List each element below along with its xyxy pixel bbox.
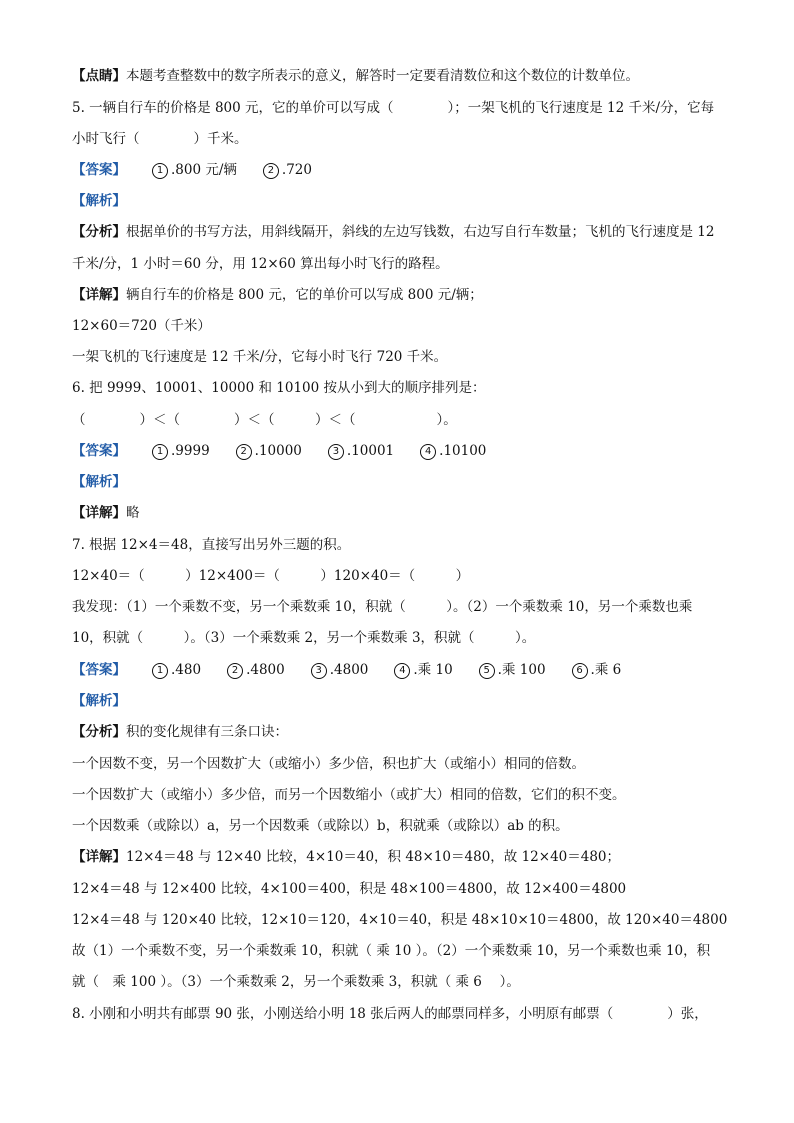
reasoning-7 bbox=[72, 722, 734, 742]
circle-number: 3 bbox=[328, 444, 344, 460]
question-6-blanks bbox=[72, 410, 734, 430]
answer-tag: 【答案】 bbox=[72, 162, 126, 178]
text: 就（ 乘 100 ）。（3）一个乘数乘 2，另一个乘数乘 3，积就（ 乘 6 ）。 bbox=[72, 974, 520, 990]
section-tag: 【详解】 bbox=[72, 849, 126, 865]
answer-item: 2 .4800 bbox=[227, 660, 285, 680]
question-6 bbox=[72, 378, 734, 398]
answer-tag: 【答案】 bbox=[72, 443, 126, 459]
text: 千米/分，1 小时＝60 分，用 12×60 算出每小时飞行的路程。 bbox=[72, 256, 449, 272]
text: 一个因数不变，另一个因数扩大（或缩小）多少倍，积也扩大（或缩小）相同的倍数。 bbox=[72, 756, 585, 772]
text: 略 bbox=[126, 505, 140, 521]
answer-item: 1 .9999 bbox=[152, 441, 210, 461]
detail-5 bbox=[72, 285, 734, 305]
detail-5-calc bbox=[72, 316, 734, 336]
section-tag: 【分析】 bbox=[72, 724, 126, 740]
text: 5. 一辆自行车的价格是 800 元，它的单价可以写成（ ）；一架飞机的飞行速度是 12 千米/分，它每 bbox=[72, 100, 715, 116]
answer-tag: 【答案】 bbox=[72, 662, 126, 678]
answer-item: 3 .10001 bbox=[328, 441, 394, 461]
question-5-cont bbox=[72, 129, 734, 149]
analysis-6 bbox=[72, 472, 734, 492]
text: 7. 根据 12×4＝48，直接写出另外三题的积。 bbox=[72, 537, 351, 553]
detail-6 bbox=[72, 503, 734, 523]
reasoning-5-cont bbox=[72, 254, 734, 274]
text: 根据单价的书写方法，用斜线隔开，斜线的左边写钱数，右边写自行车数量；飞机的飞行速度是 12 bbox=[126, 224, 715, 240]
text: 12×4＝48 与 12×400 比较，4×100＝400，积是 48×100＝4800，故 12×400＝4800 bbox=[72, 881, 627, 897]
detail-7 bbox=[72, 847, 734, 867]
detail-5-conclusion bbox=[72, 347, 734, 367]
text: 一个因数扩大（或缩小）多少倍，而另一个因数缩小（或扩大）相同的倍数，它们的积不变。 bbox=[72, 787, 626, 803]
text: 12×60＝720（千米） bbox=[72, 318, 211, 334]
answer-item: 4 .10100 bbox=[420, 441, 486, 461]
detail-7-line2 bbox=[72, 879, 734, 899]
circle-number: 5 bbox=[479, 663, 495, 679]
analysis-5 bbox=[72, 191, 734, 211]
circle-number: 1 bbox=[152, 163, 168, 179]
answer-5 bbox=[72, 160, 734, 180]
section-tag: 【详解】 bbox=[72, 505, 126, 521]
rule-3 bbox=[72, 816, 734, 836]
text: 本题考查整数中的数字所表示的意义，解答时一定要看清数位和这个数位的计数单位。 bbox=[126, 68, 639, 84]
text: （ ）＜（ ）＜（ ）＜（ ）。 bbox=[72, 412, 457, 428]
text: 8. 小刚和小明共有邮票 90 张，小刚送给小明 18 张后两人的邮票同样多，小明原有邮票（ ）张， bbox=[72, 1006, 708, 1022]
circle-number: 3 bbox=[311, 663, 327, 679]
circle-number: 4 bbox=[394, 663, 410, 679]
answer-item: 5 .乘 100 bbox=[479, 660, 546, 680]
text: 12×4＝48 与 120×40 比较，12×10＝120，4×10＝40，积是 48×10×10＝4800，故 120×40＝4800 bbox=[72, 912, 728, 928]
section-tag: 【详解】 bbox=[72, 287, 126, 303]
detail-7-line5 bbox=[72, 972, 734, 992]
analysis-tag: 【解析】 bbox=[72, 193, 126, 209]
rule-1 bbox=[72, 754, 734, 774]
question-8 bbox=[72, 1004, 734, 1024]
answer-item: 3 .4800 bbox=[311, 660, 369, 680]
circle-number: 1 bbox=[152, 663, 168, 679]
answer-item: 6 .乘 6 bbox=[572, 660, 622, 680]
answer-6 bbox=[72, 441, 734, 461]
question-5 bbox=[72, 98, 734, 118]
answer-item: 1 .480 bbox=[152, 660, 201, 680]
text: 一架飞机的飞行速度是 12 千米/分，它每小时飞行 720 千米。 bbox=[72, 349, 448, 365]
analysis-tag: 【解析】 bbox=[72, 693, 126, 709]
detail-7-line3 bbox=[72, 910, 734, 930]
text: 辆自行车的价格是 800 元，它的单价可以写成 800 元/辆； bbox=[126, 287, 483, 303]
analysis-tag: 【解析】 bbox=[72, 474, 126, 490]
analysis-7 bbox=[72, 691, 734, 711]
paragraph-key-point bbox=[72, 66, 734, 86]
circle-number: 4 bbox=[420, 444, 436, 460]
text: 故（1）一个乘数不变，另一个乘数乘 10，积就（ 乘 10 ）。（2）一个乘数乘 10，另一个乘数也乘 10，积 bbox=[72, 943, 711, 959]
circle-number: 2 bbox=[227, 663, 243, 679]
text: 6. 把 9999、10001、10000 和 10100 按从小到大的顺序排列是： bbox=[72, 380, 486, 396]
reasoning-5 bbox=[72, 222, 734, 242]
question-7-blanks bbox=[72, 566, 734, 586]
circle-number: 2 bbox=[263, 163, 279, 179]
answer-item: 2 .10000 bbox=[236, 441, 302, 461]
rule-2 bbox=[72, 785, 734, 805]
text: 12×40＝（ ）12×400＝（ ）120×40＝（ ） bbox=[72, 568, 470, 584]
text: 一个因数乘（或除以）a，另一个因数乘（或除以）b，积就乘（或除以）ab 的积。 bbox=[72, 818, 569, 834]
question-7 bbox=[72, 535, 734, 555]
section-tag: 【点睛】 bbox=[72, 68, 126, 84]
section-tag: 【分析】 bbox=[72, 224, 126, 240]
text: 12×4＝48 与 12×40 比较，4×10＝40，积 48×10＝480，故 12×40＝480； bbox=[126, 849, 621, 865]
text: 小时飞行（ ）千米。 bbox=[72, 131, 248, 147]
text: 10，积就（ ）。（3）一个乘数乘 2，另一个乘数乘 3，积就（ ）。 bbox=[72, 630, 536, 646]
circle-number: 2 bbox=[236, 444, 252, 460]
answer-item: 4 .乘 10 bbox=[394, 660, 452, 680]
answer-item: 2 .720 bbox=[263, 160, 312, 180]
circle-number: 6 bbox=[572, 663, 588, 679]
answer-item: 1 .800 元/辆 bbox=[152, 160, 237, 180]
text: 我发现：（1）一个乘数不变，另一个乘数乘 10，积就（ ）。（2）一个乘数乘 10，另一个乘数也乘 bbox=[72, 599, 693, 615]
answer-7 bbox=[72, 660, 734, 680]
question-7-findings-cont bbox=[72, 628, 734, 648]
detail-7-line4 bbox=[72, 941, 734, 961]
circle-number: 1 bbox=[152, 444, 168, 460]
text: 积的变化规律有三条口诀： bbox=[126, 724, 288, 740]
question-7-findings bbox=[72, 597, 734, 617]
